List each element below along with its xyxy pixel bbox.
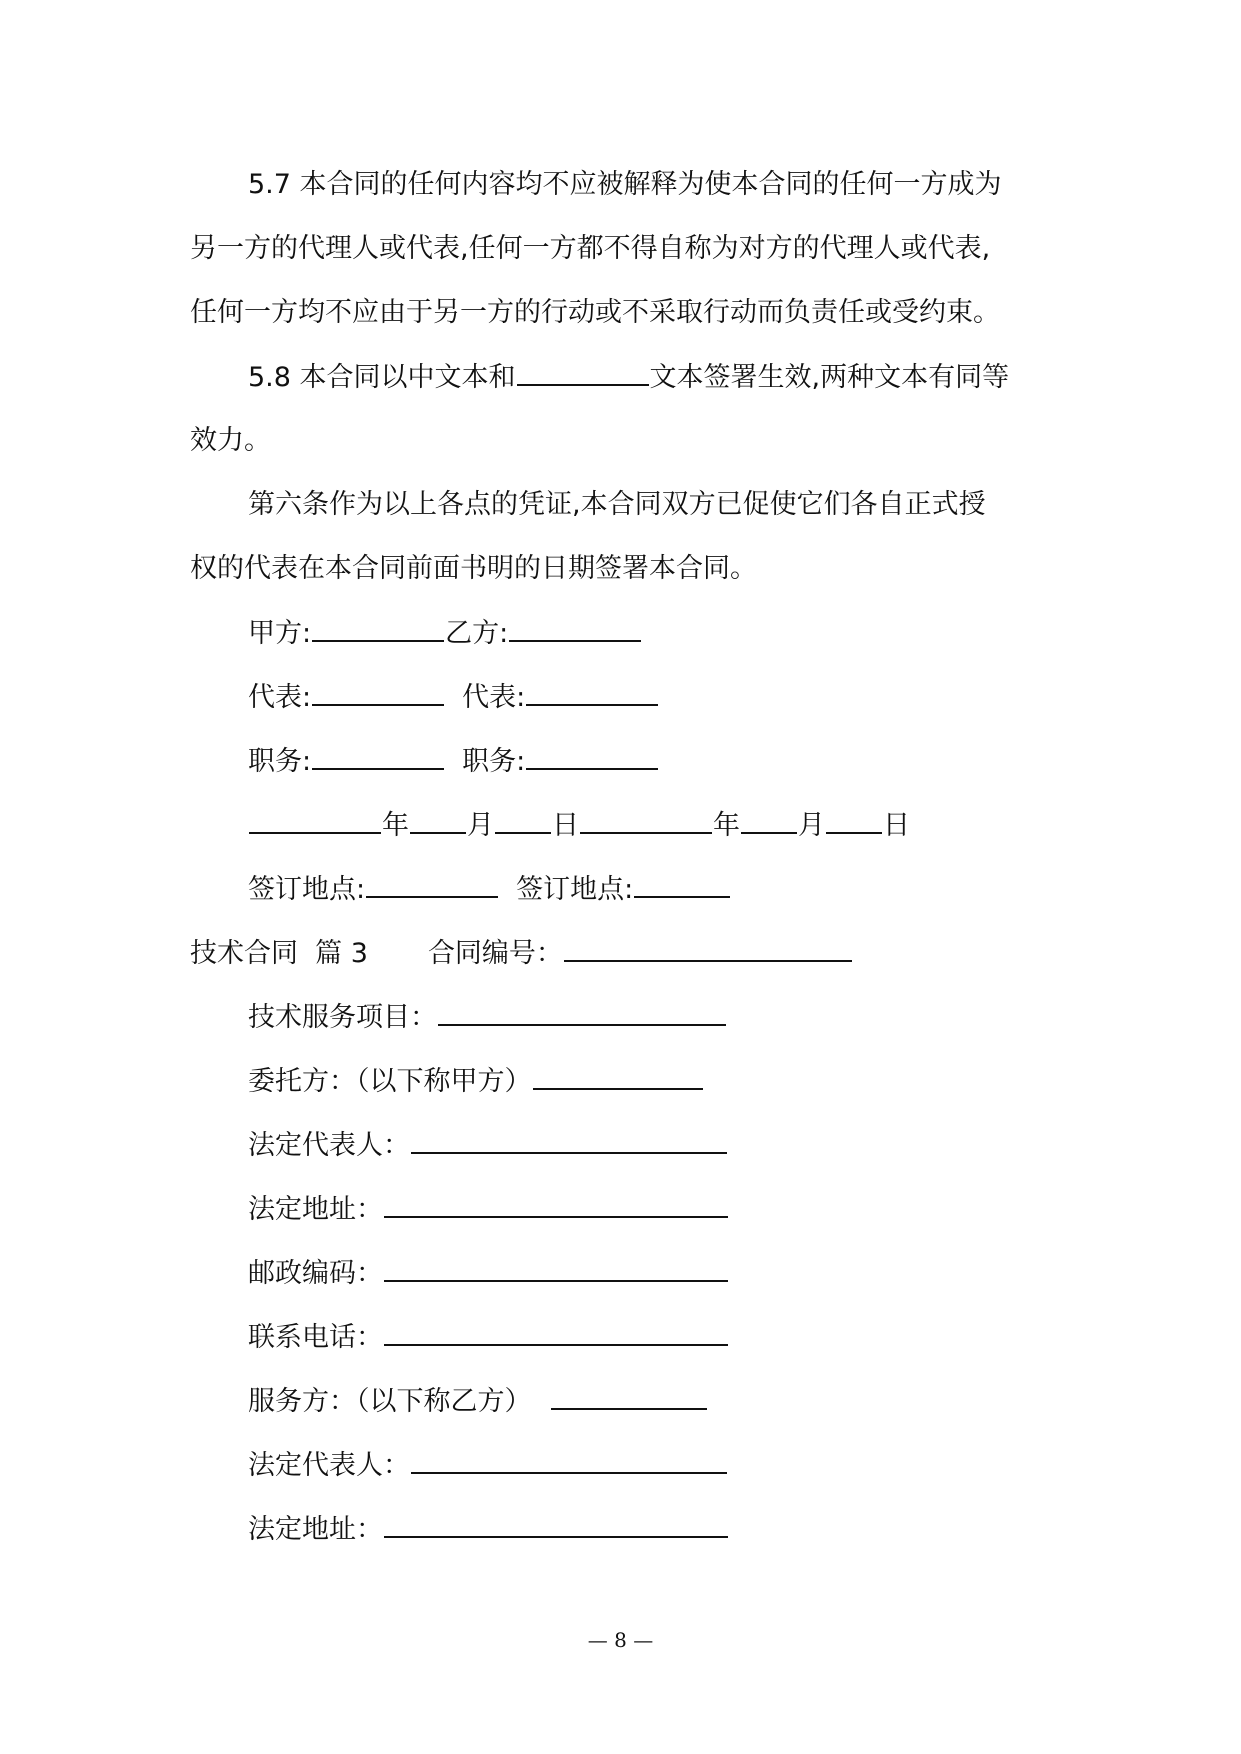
- party-a-label: 甲方:: [248, 618, 312, 649]
- representative-row: [248, 677, 1060, 717]
- date-row: [248, 805, 1060, 845]
- provider-label: 服务方：（以下称乙方）: [248, 1386, 532, 1417]
- phone-label: 联系电话：: [248, 1322, 383, 1353]
- contract-3-heading-row: [190, 933, 1060, 973]
- page-number: — 8 —: [587, 1628, 654, 1652]
- place-b-label: 签订地点:: [516, 874, 634, 905]
- para-5-7-line-2: 另一方的代理人或代表,任何一方都不得自称为对方的代理人或代表,: [190, 233, 991, 264]
- month-a-blank[interactable]: [410, 805, 466, 834]
- legal-rep-2-label: 法定代表人：: [248, 1450, 410, 1481]
- para-5-8-prefix: 5.8 本合同以中文本和: [248, 362, 516, 393]
- month-a-label: 月: [467, 810, 494, 841]
- phone-row: [248, 1317, 1060, 1357]
- provider-row: [248, 1381, 1060, 1421]
- signing-place-row: [248, 869, 1060, 909]
- party-b-blank[interactable]: [509, 613, 641, 642]
- title-a-label: 职务:: [248, 746, 312, 777]
- legal-addr-1-row: [248, 1189, 1060, 1229]
- month-b-blank[interactable]: [741, 805, 797, 834]
- year-b-label: 年: [713, 810, 740, 841]
- place-b-blank[interactable]: [634, 869, 730, 898]
- year-b-blank[interactable]: [580, 805, 712, 834]
- para-5-8-line-1: [248, 357, 1060, 397]
- legal-addr-2-blank[interactable]: [384, 1509, 728, 1538]
- legal-rep-1-row: [248, 1125, 1060, 1165]
- legal-rep-1-blank[interactable]: [411, 1125, 727, 1154]
- service-item-row: [248, 997, 1060, 1037]
- year-a-label: 年: [382, 810, 409, 841]
- title-a-blank[interactable]: [312, 741, 444, 770]
- position-row: [248, 741, 1060, 781]
- legal-addr-2-label: 法定地址：: [248, 1514, 383, 1545]
- provider-blank[interactable]: [551, 1381, 707, 1410]
- party-a-blank[interactable]: [312, 613, 444, 642]
- postal-code-label: 邮政编码：: [248, 1258, 383, 1289]
- legal-addr-1-label: 法定地址：: [248, 1194, 383, 1225]
- day-a-blank[interactable]: [495, 805, 551, 834]
- month-b-label: 月: [798, 810, 825, 841]
- postal-code-row: [248, 1253, 1060, 1293]
- year-a-blank[interactable]: [249, 805, 381, 834]
- para-5-7-line-3: 任何一方均不应由于另一方的行动或不采取行动而负责任或受约束。: [190, 297, 1000, 328]
- day-b-blank[interactable]: [826, 805, 882, 834]
- legal-rep-2-row: [248, 1445, 1060, 1485]
- party-row: [248, 613, 1060, 653]
- rep-a-label: 代表:: [248, 682, 312, 713]
- rep-b-label: 代表:: [462, 682, 526, 713]
- legal-addr-2-row: [248, 1509, 1060, 1549]
- place-a-blank[interactable]: [366, 869, 498, 898]
- rep-a-blank[interactable]: [312, 677, 444, 706]
- para-5-8-line-2: 效力。: [190, 425, 271, 456]
- phone-blank[interactable]: [384, 1317, 728, 1346]
- postal-code-blank[interactable]: [384, 1253, 728, 1282]
- title-b-label: 职务:: [462, 746, 526, 777]
- contract-number-blank[interactable]: [564, 933, 852, 962]
- client-row: [248, 1061, 1060, 1101]
- contract-number-label: 合同编号：: [427, 938, 563, 969]
- party-b-label: 乙方:: [445, 618, 509, 649]
- title-b-blank[interactable]: [526, 741, 658, 770]
- language-blank[interactable]: [517, 357, 649, 386]
- service-item-label: 技术服务项目：: [248, 1002, 437, 1033]
- day-b-label: 日: [883, 810, 910, 841]
- day-a-label: 日: [552, 810, 579, 841]
- place-a-label: 签订地点:: [248, 874, 366, 905]
- client-blank[interactable]: [533, 1061, 703, 1090]
- rep-b-blank[interactable]: [526, 677, 658, 706]
- para-5-8-suffix: 文本签署生效,两种文本有同等: [649, 362, 1010, 393]
- legal-addr-1-blank[interactable]: [384, 1189, 728, 1218]
- service-item-blank[interactable]: [438, 997, 726, 1026]
- contract-3-heading: 技术合同 篇 3: [190, 938, 368, 969]
- legal-rep-1-label: 法定代表人：: [248, 1130, 410, 1161]
- para-5-7-line-1: 5.7 本合同的任何内容均不应被解释为使本合同的任何一方成为: [248, 169, 1002, 200]
- legal-rep-2-blank[interactable]: [411, 1445, 727, 1474]
- article-6-line-2: 权的代表在本合同前面书明的日期签署本合同。: [190, 553, 757, 584]
- client-label: 委托方：（以下称甲方）: [248, 1066, 532, 1097]
- article-6-line-1: 第六条作为以上各点的凭证,本合同双方已促使它们各自正式授: [248, 489, 986, 520]
